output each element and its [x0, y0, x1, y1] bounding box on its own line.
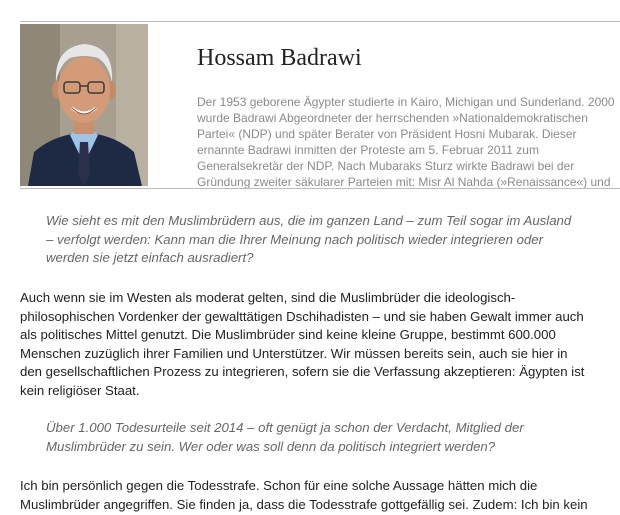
bio-box — [20, 24, 620, 188]
bio-box-bottom-rule — [20, 188, 620, 189]
interview-question: Wie sieht es mit den Muslimbrüdern aus, die im ganzen Land – zum Teil sogar im Ausland – verfolgt werden: Kann man die Ihrer Meinung nach politisch wieder integrieren oder werden sie jetzt einfach ausradiert? — [46, 213, 572, 265]
bio-name: Hossam Badrawi — [197, 45, 362, 71]
bio-box-top-rule — [20, 21, 620, 22]
bio-text — [197, 24, 619, 188]
interview-answer: Auch wenn sie im Westen als moderat gelten, sind die Muslimbrüder die ideologisch-philosophischen Vordenker der gewalttätigen Dschihadisten – und sie haben Gewalt immer auch als politisches Mittel genutzt. Die Muslimbrüder sind keine kleine Gruppe, bestimmt 600.000 Menschen zuzüglich ihrer Familien und Unterstützer. Wir müssen bereits sein, auch sie hier in den gesellschaftlichen Prozess zu integrieren, sofern sie die Verfassung akzeptieren: Ägypten ist kein religiöser Staat. — [20, 290, 585, 398]
interview-question: Über 1.000 Todesurteile seit 2014 – oft genügt ja schon der Verdacht, Mitglied der Muslimbrüder zu sein. Wer oder was soll denn da politisch integriert werden? — [46, 420, 524, 454]
portrait-photo — [20, 24, 148, 186]
bio-description: Der 1953 geborene Ägypter studierte in Kairo, Michigan und Sunderland. 2000 wurde Badrawi Abgeordneter der herrschenden »Nationaldemokratischen Partei« (NDP) und später Berater von Präsident Hosni Mubarak. Dieser ernannte Badrawi inmitten der Proteste am 5. Februar 2011 zum Generalsekretär der NDP. Nach Mubaraks Sturz wirkte Badrawi bei der Gründung zweiter säkularer Parteien mit: Misr Al Nahda (»Renaissance«) und — [197, 95, 615, 188]
interview-answer: Ich bin persönlich gegen die Todesstrafe. Schon für eine solche Aussage hätten mich die Muslimbrüder angegriffen. Sie finden ja, dass die Todesstrafe gottgefällig sei. Zudem: Ich bin kein — [20, 478, 588, 512]
